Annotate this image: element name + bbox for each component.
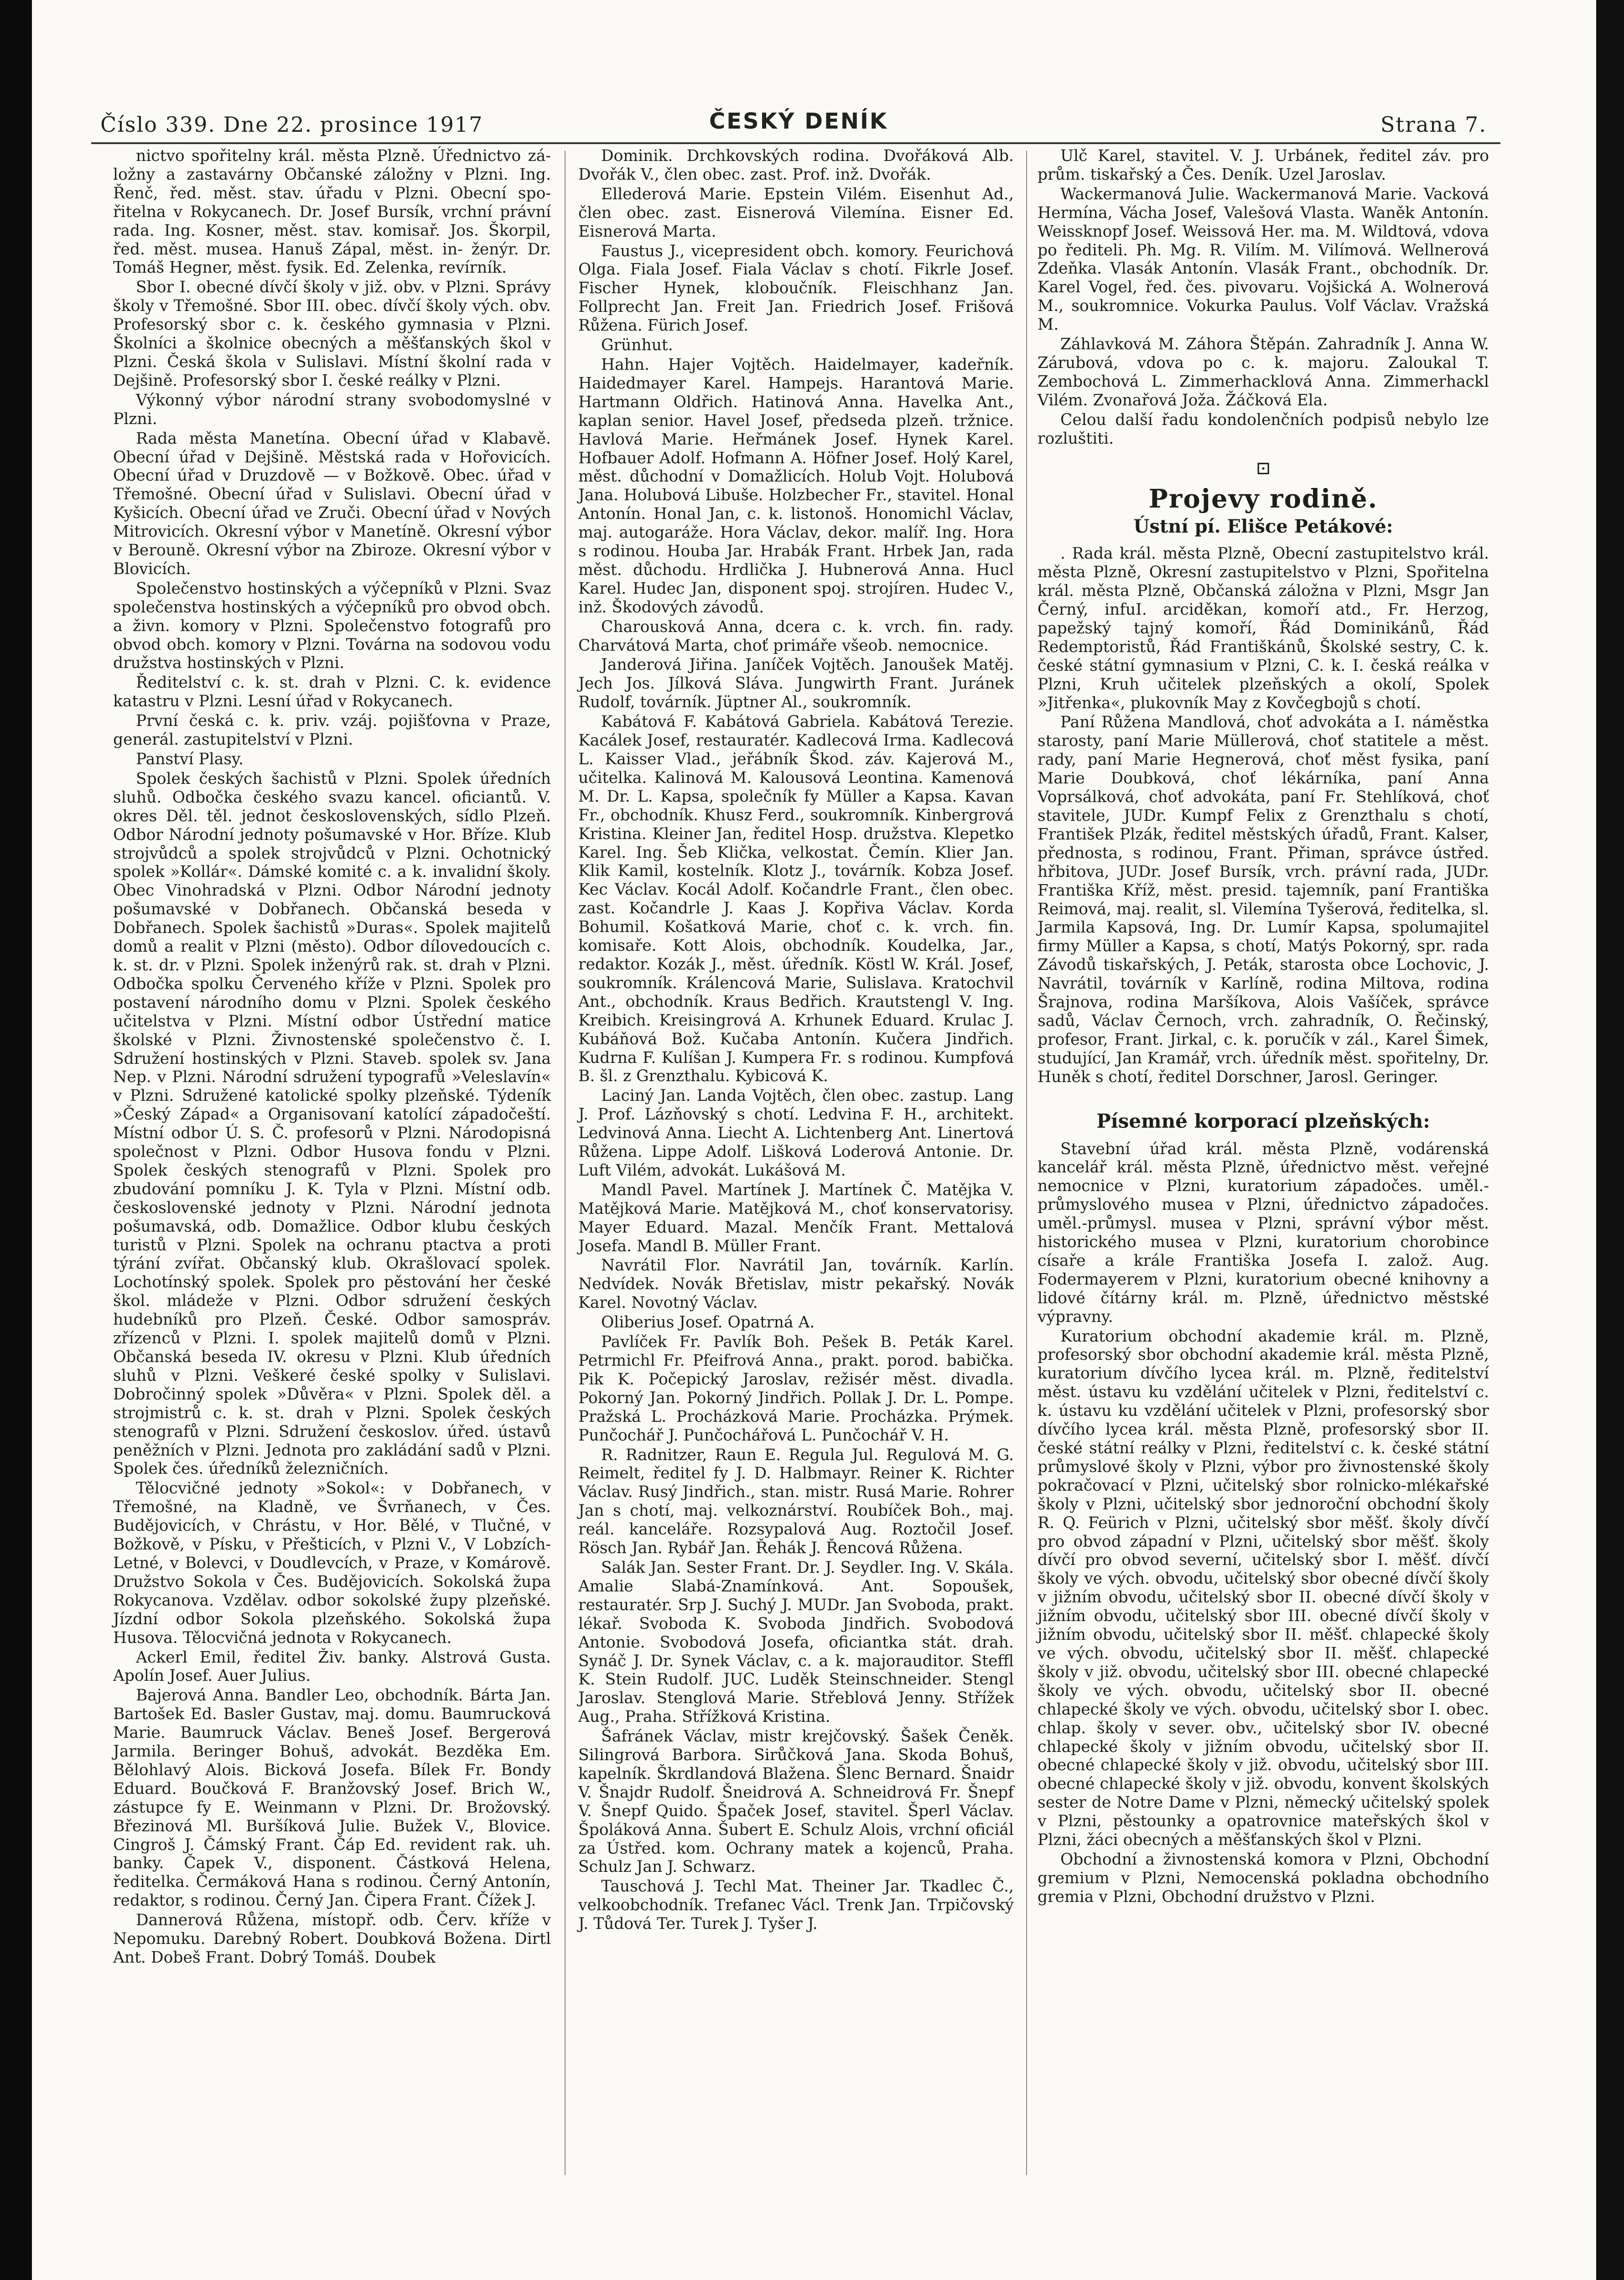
paragraph: Hahn. Hajer Vojtěch. Haidelmayer, kadeřník. Haidedmayer Karel. Hampejs. Harantová Marie. Hartmann Oldřich. Hatinová Anna. Havelka Ant., kaplan senior. Havel Josef, předseda plzeň. tržnice. Havlová Marie. Heřmánek Josef. Hynek Karel. Hofbauer Adolf. Hofmann A. Höfner Josef. Holý Karel, měst. důchodní v Domažlicích. Holub Vojt. Holubová Jana. Holubová Libuše. Holzbecher Fr., stavitel. Honal Antonín. Honal Jan, c. k. listonoš. Honomichl Václav, maj. autogaráže. Hora Václav, dekor. malíř. Ing. Hora s rodinou. Houba Jar. Hrabák Frant. Hrbek Jan, rada měst. důchodu. Hrdlička J. Hubnerová Anna. Hucl Karel. Hudec Jan, disponent spoj. strojíren. Hudec V., inž. Škodových závodů. [578,355,1014,617]
newspaper-title: ČESKÝ DENÍK [709,109,888,134]
paragraph: Dannerová Růžena, místopř. odb. Červ. kříže v Nepomuku. Darebný Robert. Doubková Božena. Dirtl Ant. Dobeš Frant. Dobrý Tomáš. Doubek [113,1911,551,1967]
paragraph: Šafránek Václav, mistr krejčovský. Šašek Čeněk. Silingrová Barbora. Sirůčková Jana. Skoda Bohuš, kapelník. Škrdlandová Blažena. Šlenc Bernard. Šnaidr V. Šnajdr Rudolf. Šneidrová A. Schneidrová Fr. Šnepf V. Šnepf Quido. Špaček Josef, stavitel. Šperl Václav. Špoláková Anna. Šubert E. Schulz Alois, vrchní oficiál za Ústřed. kom. Ochrany matek a kojenců, Praha. Schulz Jan J. Schwarz. [578,1727,1014,1876]
paragraph: Faustus J., vicepresident obch. komory. Feurichová Olga. Fiala Josef. Fiala Václav s chotí. Fikrle Josef. Fischer Hynek, kloboučník. Fleischhanz Jan. Follprecht Jan. Freit Jan. Friedrich Josef. Frišová Růžena. Fürich Josef. [578,242,1014,335]
paragraph: Rada města Manetína. Obecní úřad v Klabavě. Obecní úřad v Dejšině. Městská rada v Hořovicích. Obecní úřad v Druzdově — v Božkově. Obec. úřad v Třemošné. Obecní úřad v Sulislavi. Obecní úřad v Kyšicích. Obecní úřad ve Zruči. Obecní úřad v Nových Mitrovicích. Okresní výbor v Manetíně. Okresní výbor v Berouně. Okresní výbor na Zbiroze. Okresní výbor v Blovicích. [113,429,551,578]
paragraph: Navrátil Flor. Navrátil Jan, továrník. Karlín. Nedvídek. Novák Břetislav, mistr pekařský. Novák Karel. Novotný Václav. [578,1256,1014,1312]
issue-number-date: Číslo 339. Dne 22. prosince 1917 [100,112,483,137]
scan-edge-right [1596,0,1624,2280]
paragraph: Celou další řadu kondolenčních podpisů nebylo lze rozluštiti. [1038,410,1489,448]
page-header [100,109,1487,140]
paragraph: Sbor I. obecné dívčí školy v již. obv. v Plzni. Správy školy v Třemošné. Sbor III. obec. dívčí školy vých. obv. Profesorský sbor c. k. českého gymnasia v Plzni. Školníci a školnice obecných a měšťanských škol v Plzni. Česká škola v Sulislavi. Místní školní rada v Dejšině. Profesorský sbor I. české reálky v Plzni. [113,278,551,390]
page-number: Strana 7. [1380,112,1487,137]
paragraph: Dominik. Drchkovských rodina. Dvořáková Alb. Dvořák V., člen obec. zast. Prof. inž. Dvořák. [578,147,1014,184]
column-rule [1026,150,1027,2175]
section-ornament: ⊡ [1256,457,1271,479]
section-heading: Projevy rodině. [1148,484,1378,514]
paragraph: nictvo spořitelny král. města Plzně. Úřednictvo zá- ložny a zastavárny Občanské záložny v Plzni. Ing. Řenč, řed. měst. stav. úřadu v Plzni. Obecní spo- řitelna v Rokycanech. Dr. Josef Bursík, vrchní právní rada. Ing. Kosner, měst. stav. komisař. Jos. Škorpil, řed. měst. musea. Hanuš Zápal, měst. in- ženýr. Dr. Tomáš Hegner, měst. fysik. Ed. Zelenka, revírník. [113,147,551,277]
paragraph: Spolek českých šachistů v Plzni. Spolek úředních sluhů. Odbočka českého svazu kancel. oficiantů. V. okres Děl. těl. jednot československých, sídlo Plzeň. Odbor Národní jednoty pošumavské v Hor. Bříze. Klub strojvůdců a spolek strojvůdců v Plzni. Ochotnický spolek »Kollár«. Dámské komité c. a k. invalidní školy. Obec Vinohradská v Plzni. Odbor Národní jednoty pošumavské v Dobřanech. Občanská beseda v Dobřanech. Spolek šachistů »Duras«. Spolek majitelů domů a realit v Plzni (město). Odbor dílovedoucích c. k. st. dr. v Plzni. Spolek inženýrů rak. st. drah v Plzni. Odbočka spolku Červeného kříže v Plzni. Spolek pro postavení národního domu v Plzni. Spolek českého učitelstva v Plzni. Místní odbor Ústřední matice školské v Plzni. Živnostenské společenstvo č. I. Sdružení hostinských v Plzni. Staveb. spolek sv. Jana Nep. v Plzni. Národní sdružení typografů »Veleslavín« v Plzni. Sdružené katolické spolky plzeňské. Týdeník »Český Západ« a Organisovaní katolící západočeští. Místní odbor Ú. S. Č. profesorů v Plzni. Národopisná společnost v Plzni. Odbor Husova fondu v Plzni. Spolek českých stenografů v Plzni. Spolek pro zbudování pomníku J. K. Tyla v Plzni. Místní odb. československé jednoty v Plzni. Národní jednota pošumavská, odb. Domažlice. Odbor klubu českých turistů v Plzni. Spolek na ochranu ptactva a proti týrání zvířat. Občanský klub. Okrašlovací spolek. Lochotínský spolek. Spolek pro pěstování her české škol. mládeže v Plzni. Odbor sdružení českých hudebníků pro Plzeň. České. Odbor samospráv. zřízenců v Plzni. I. spolek majitelů domů v Plzni. Občanská beseda IV. okresu v Plzni. Klub úředních sluhů v Plzni. Veškeré české spolky v Sulislavi. Dobročinný spolek »Důvěra« v Plzni. Spolek děl. a strojmistrů c. k. st. drah v Plzni. Spolek českých stenografů v Plzni. Sdružení českoslov. úřed. ústavů peněžních v Plzni. Jednota pro zakládání sadů v Plzni. Spolek čes. úředníků železničních. [113,769,551,1478]
paragraph: Laciný Jan. Landa Vojtěch, člen obec. zastup. Lang J. Prof. Lázňovský s chotí. Ledvina F. H., architekt. Ledvinová Anna. Liecht A. Lichtenberg Ant. Linertová Růžena. Lippe Adolf. Lišková Loderová Antonie. Dr. Luft Vilém, advokát. Lukášová M. [578,1087,1014,1180]
section-subheading: Ústní pí. Elišce Petákové: [1133,516,1393,538]
paragraph: Tauschová J. Techl Mat. Theiner Jar. Tkadlec Č., velkoobchodník. Trefanec Václ. Trenk Jan. Trpičovský J. Tůdová Ter. Turek J. Tyšer J. [578,1877,1014,1933]
column-rule [565,150,566,2175]
paragraph: Grünhut. [601,336,673,355]
paragraph: Salák Jan. Sester Frant. Dr. J. Seydler. Ing. V. Skála. Amalie Slabá-Znamínková. Ant. Sopoušek, restauratér. Srp J. Suchý J. MUDr. Jan Svoboda, prakt. lékař. Svoboda K. Svoboda Jindřich. Svobodová Antonie. Svobodová Josefa, oficiantka stát. drah. Synáč J. Dr. Synek Václav, c. a k. majorauditor. Steffl K. Stein Rudolf. JUC. Luděk Steinschneider. Stengl Jaroslav. Stenglová Marie. Střeblová Jenny. Střížek Aug., Praha. Střížková Kristina. [578,1558,1014,1726]
paragraph: Tělocvičné jednoty »Sokol«: v Dobřanech, v Třemošné, na Kladně, ve Švrňanech, v Čes. Budějovicích, v Chrástu, v Hor. Bělé, v Tlučné, v Božkově, v Písku, v Přešticích, v Plzni V., V Lobzích-Letné, v Bolevci, v Doudlevcích, v Praze, v Komárově. Družstvo Sokola v Čes. Budějovicích. Sokolská župa Rokycanova. Vzdělav. odbor sokolské župy plzeňské. Jízdní odbor Sokola plzeňského. Sokolská župa Husova. Tělocvičná jednota v Rokycanech. [113,1479,551,1647]
header-rule [91,142,1500,144]
paragraph: Mandl Pavel. Martínek J. Martínek Č. Matějka V. Matějková Marie. Matějková M., choť konservatorisy. Mayer Eduard. Mazal. Menčík Frant. Mettalová Josefa. Mandl B. Müller Frant. [578,1181,1014,1255]
scan-edge-left [0,0,32,2280]
paragraph: Kabátová F. Kabátová Gabriela. Kabátová Terezie. Kacálek Josef, restauratér. Kadlecová Irma. Kadlecová L. Kaisser Vlad., jeřábník Škod. záv. Kajerová M., učitelka. Kalinová M. Kalousová Leontina. Kamenová M. Dr. L. Kapsa, společník fy Müller a Kapsa. Kavan Fr., obchodník. Khusz Ferd., soukromník. Kinbergrová Kristina. Kleiner Jan, ředitel Hosp. družstva. Klepetko Karel. Ing. Šeb Klička, velkostat. Čemín. Klier Jan. Klik Kamil, kostelník. Klotz J., továrník. Kobza Josef. Kec Václav. Kocál Adolf. Kočandrle Frant., člen obec. zast. Kočandrle J. Kaas J. Kopřiva Václav. Korda Bohumil. Košatková Marie, choť c. k. vrch. fin. komisaře. Kott Alois, obchodník. Koudelka, Jar., redaktor. Kozák J., měst. úředník. Köstl W. Král. Josef, soukromník. Králencová Marie, Sulislava. Kratochvil Ant., obchodník. Kraus Bedřich. Krautstengl V. Ing. Kreibich. Kreisingrová A. Krhunek Eduard. Krulac J. Kubáňová Bož. Kučaba Antonín. Kučera Jindřich. Kudrna F. Kulíšan J. Kumpera Fr. s rodinou. Kumpfová B. šl. z Grenzthalu. Kybicová K. [578,713,1014,1086]
column-1 [113,147,551,1967]
paragraph: Bajerová Anna. Bandler Leo, obchodník. Bárta Jan. Bartošek Ed. Basler Gustav, maj. domu. Baumrucková Marie. Baumruck Václav. Beneš Josef. Bergerová Jarmila. Beringer Bohuš, advokát. Bezděka Em. Bělohlavý Alois. Bicková Josefa. Bílek Fr. Bondy Eduard. Boučková F. Branžovský Josef. Brich W., zástupce fy E. Weinmann v Plzni. Dr. Brožovský. Březinová Ml. Buršíková Julie. Bužek V., Blovice. Cingroš J. Čámský Frant. Čáp Ed. revident rak. uh. banky. Čapek V., disponent. Částková Helena, ředitelka. Čermáková Hana s rodinou. Černý Antonín, redaktor, s rodinou. Černý Jan. Čipera Frant. Čížek J. [113,1686,551,1910]
paragraph: Charousková Anna, dcera c. k. vrch. fin. rady. Charvátová Marta, choť primáře všeob. nemocnice. [578,617,1014,655]
column-2 [578,147,1014,1933]
paragraph: Kuratorium obchodní akademie král. m. Plzně, profesorský sbor obchodní akademie král. města Plzně, kuratorium dívčího lycea král. m. Plzně, ředitelství měst. ústavu ku vzdělání učitelek v Plzni, ředitelství c. k. ústavu ku vzdělání učitelek v Plzni, profesorský sbor dívčího lycea král. města Plzně, profesorský sbor II. české státní reálky v Plzni, ředitelství c. k. české státní průmyslové školy v Plzni, výbor pro živnostenské školy pokračovací v Plzni, učitelský sbor rolnicko-mlékařské školy v Plzni, učitelský sbor jednoroční obchodní školy R. Q. Feürich v Plzni, učitelský sbor měšť. školy dívčí pro obvod západní v Plzni, učitelský sbor měšť. školy dívčí pro obvod severní, učitelský sbor I. měšť. dívčí školy ve vých. obvodu, učitelský sbor obecné dívčí školy v jižním obvodu, učitelský sbor II. obecné dívčí školy v jižním obvodu, učitelský sbor III. obecné dívčí školy v jižním obvodu, učitelský sbor II. měšť. chlapecké školy ve vých. obvodu, učitelský sbor II. měšť. chlapecké školy v již. obvodu, učitelský sbor III. obecné chlapecké školy ve vých. obvodu, učitelský sbor II. obecné chlapecké školy ve vých. obvodu, učitelský sbor I. obec. chlap. školy v sever. obv., učitelský sbor IV. obecné chlapecké školy v jižním obvodu, učitelský sbor II. obecné chlapecké školy v již. obvodu, učitelský sbor III. obecné chlapecké školy v již. obvodu, konvent školských sester de Notre Dame v Plzni, německý učitelský spolek v Plzni, pěstounky a opatrovnice mateřských škol v Plzni, žáci obecných a měšťanských škol v Plzni. [1038,1327,1489,1850]
paragraph: Ulč Karel, stavitel. V. J. Urbánek, ředitel záv. pro prům. tiskařský a Čes. Deník. Uzel Jaroslav. [1038,147,1489,184]
paragraph: Panství Plasy. [136,750,244,768]
paragraph: První česká c. k. priv. vzáj. pojišťovna v Praze, generál. zastupitelství v Plzni. [113,712,551,749]
paragraph: Wackermanová Julie. Wackermanová Marie. Vacková Hermína, Vácha Josef, Valešová Vlasta. Waněk Antonín. Weissknopf Josef. Weissová Her. ma. M. Wildtová, vdova po řediteli. Ph. Mg. R. Vilím. M. Vilímová. Wellnerová Zdeňka. Vlasák Antonín. Vlasák Frant., obchodník. Dr. Karel Vogel, řed. čes. pivovaru. Vojšická A. Wolnerová M., soukromnice. Vokurka Paulus. Volf Václav. Vražská M. [1038,185,1489,334]
paragraph: Obchodní a živnostenská komora v Plzni, Obchodní gremium v Plzni, Nemocenská pokladna obchodního gremia v Plzni, Obchodní družstvo v Plzni. [1038,1850,1489,1906]
paragraph: Stavební úřad král. města Plzně, vodárenská kancelář král. města Plzně, úřednictvo měst. veřejné nemocnice v Plzni, kuratorium západočes. uměl.-průmyslového musea v Plzni, úřednictvo západočes. uměl.-průmysl. musea v Plzni, správní výbor měst. historického musea v Plzni, kuratorium chorobince císaře a krále Františka Josefa I. založ. Aug. Fodermayerem v Plzni, kuratorium obecné knihovny a lidové čítárny král. m. Plzně, úřednictvo městské výpravny. [1038,1140,1489,1326]
paragraph: Ackerl Emil, ředitel Živ. banky. Alstrová Gusta. Apolín Josef. Auer Julius. [113,1648,551,1685]
paragraph: Ellederová Marie. Epstein Vilém. Eisenhut Ad., člen obec. zast. Eisnerová Vilemína. Eisner Ed. Eisnerová Marta. [578,185,1014,241]
paragraph: Oliberius Josef. Opatrná A. [601,1313,815,1332]
paragraph: . Rada král. města Plzně, Obecní zastupitelstvo král. města Plzně, Okresní zastupitelstvo v Plzni, Spořitelna král. města Plzně, Občanská záložna v Plzni, Msgr Jan Černý, infuI. arciděkan, komoří atd., Fr. Herzog, papežský tajný komoří, Řád Dominikánů, Řád Redemptoristů, Řád Františkánů, Školské sestry, C. k. české státní gymnasium v Plzni, C. k. I. česká reálka v Plzni, Kruh učitelek plzeňských a okolí, Spolek »Jitřenka«, plukovník May z Kovčegbojů s chotí. [1038,544,1489,712]
paragraph: Společenstvo hostinských a výčepníků v Plzni. Svaz společenstva hostinských a výčepníků pro obvod obch. a živn. komory v Plzni. Společenstvo fotografů pro obvod obch. komory v Plzni. Továrna na sodovou vodu družstva hostinských v Plzni. [113,579,551,673]
paragraph: Ředitelství c. k. st. drah v Plzni. C. k. evidence katastru v Plzni. Lesní úřad v Rokycanech. [113,674,551,711]
paragraph: R. Radnitzer, Raun E. Regula Jul. Regulová M. G. Reimelt, ředitel fy J. D. Halbmayr. Reiner K. Richter Václav. Rusý Jindřich., stan. mistr. Rusá Marie. Rohrer Jan s chotí, maj. velkoznárství. Roubíček Boh., maj. reál. kanceláře. Rozsypalová Aug. Roztočil Josef. Rösch Jan. Rybář Jan. Řehák J. Řencová Růžena. [578,1446,1014,1558]
column-3 [1038,147,1489,1907]
paragraph: Výkonný výbor národní strany svobodomyslné v Plzni. [113,391,551,428]
paragraph: Pavlíček Fr. Pavlík Boh. Pešek B. Peták Karel. Petrmichl Fr. Pfeifrová Anna., prakt. porod. babička. Pik K. Počepický Jaroslav, režisér měst. divadla. Pokorný Jan. Pokorný Jindřich. Pollak J. Dr. L. Pompe. Pražská L. Procházková Marie. Procházka. Prýmek. Punčochář J. Punčochářová L. Punčochář V. H. [578,1333,1014,1445]
paragraph: Záhlavková M. Záhora Štěpán. Zahradník J. Anna W. Zárubová, vdova po c. k. majoru. Zaloukal T. Zembochová L. Zimmerhacklová Anna. Zimmerhackl Vilém. Zvonařová Joža. Žáčková Ela. [1038,335,1489,409]
paragraph: Janderová Jiřina. Janíček Vojtěch. Janoušek Matěj. Jech Jos. Jílková Sláva. Jungwirth Frant. Juránek Rudolf, továrník. Jüptner Al., soukromník. [578,656,1014,712]
paragraph: Paní Růžena Mandlová, choť advokáta a I. náměstka starosty, paní Marie Müllerová, choť statitele a měst. rady, paní Marie Hegnerová, choť měst fysika, paní Marie Doubková, choť lékárníka, paní Anna Voprsálková, choť advokáta, paní Fr. Stehlíková, choť stavitele, JUDr. Kumpf Felix z Grenzthalu s chotí, František Plzák, ředitel městských úřadů, Frant. Kalser, přednosta, s rodinou, Frant. Přiman, správce ústřed. hřbitova, JUDr. Josef Bursík, vrch. právní rada, JUDr. Františka Kříž, měst. presid. tajemník, paní Františka Reimová, maj. realit, sl. Vilemína Tyšerová, ředitelka, sl. Jarmila Kapsová, Ing. Dr. Lumír Kapsa, spolumajitel firmy Müller a Kapsa, s chotí, Matýs Pokorný, spr. rada Závodů tiskařských, J. Peták, starosta obce Lochovic, J. Navrátil, továrník v Karlíně, rodina Miltova, rodina Šrajnova, rodina Maršíkova, Alois Vašíček, správce sadů, Václav Černoch, vrch. zahradník, O. Řečinský, profesor, Frant. Jirkal, c. k. poručík v zál., Karel Šimek, studující, Jan Kramář, vrch. úředník měst. spořitelny, Dr. Huněk s chotí, ředitel Dorschner, Jarosl. Geringer. [1038,713,1489,1086]
section-heading: Písemné korporací plzeňských: [1096,1109,1430,1132]
